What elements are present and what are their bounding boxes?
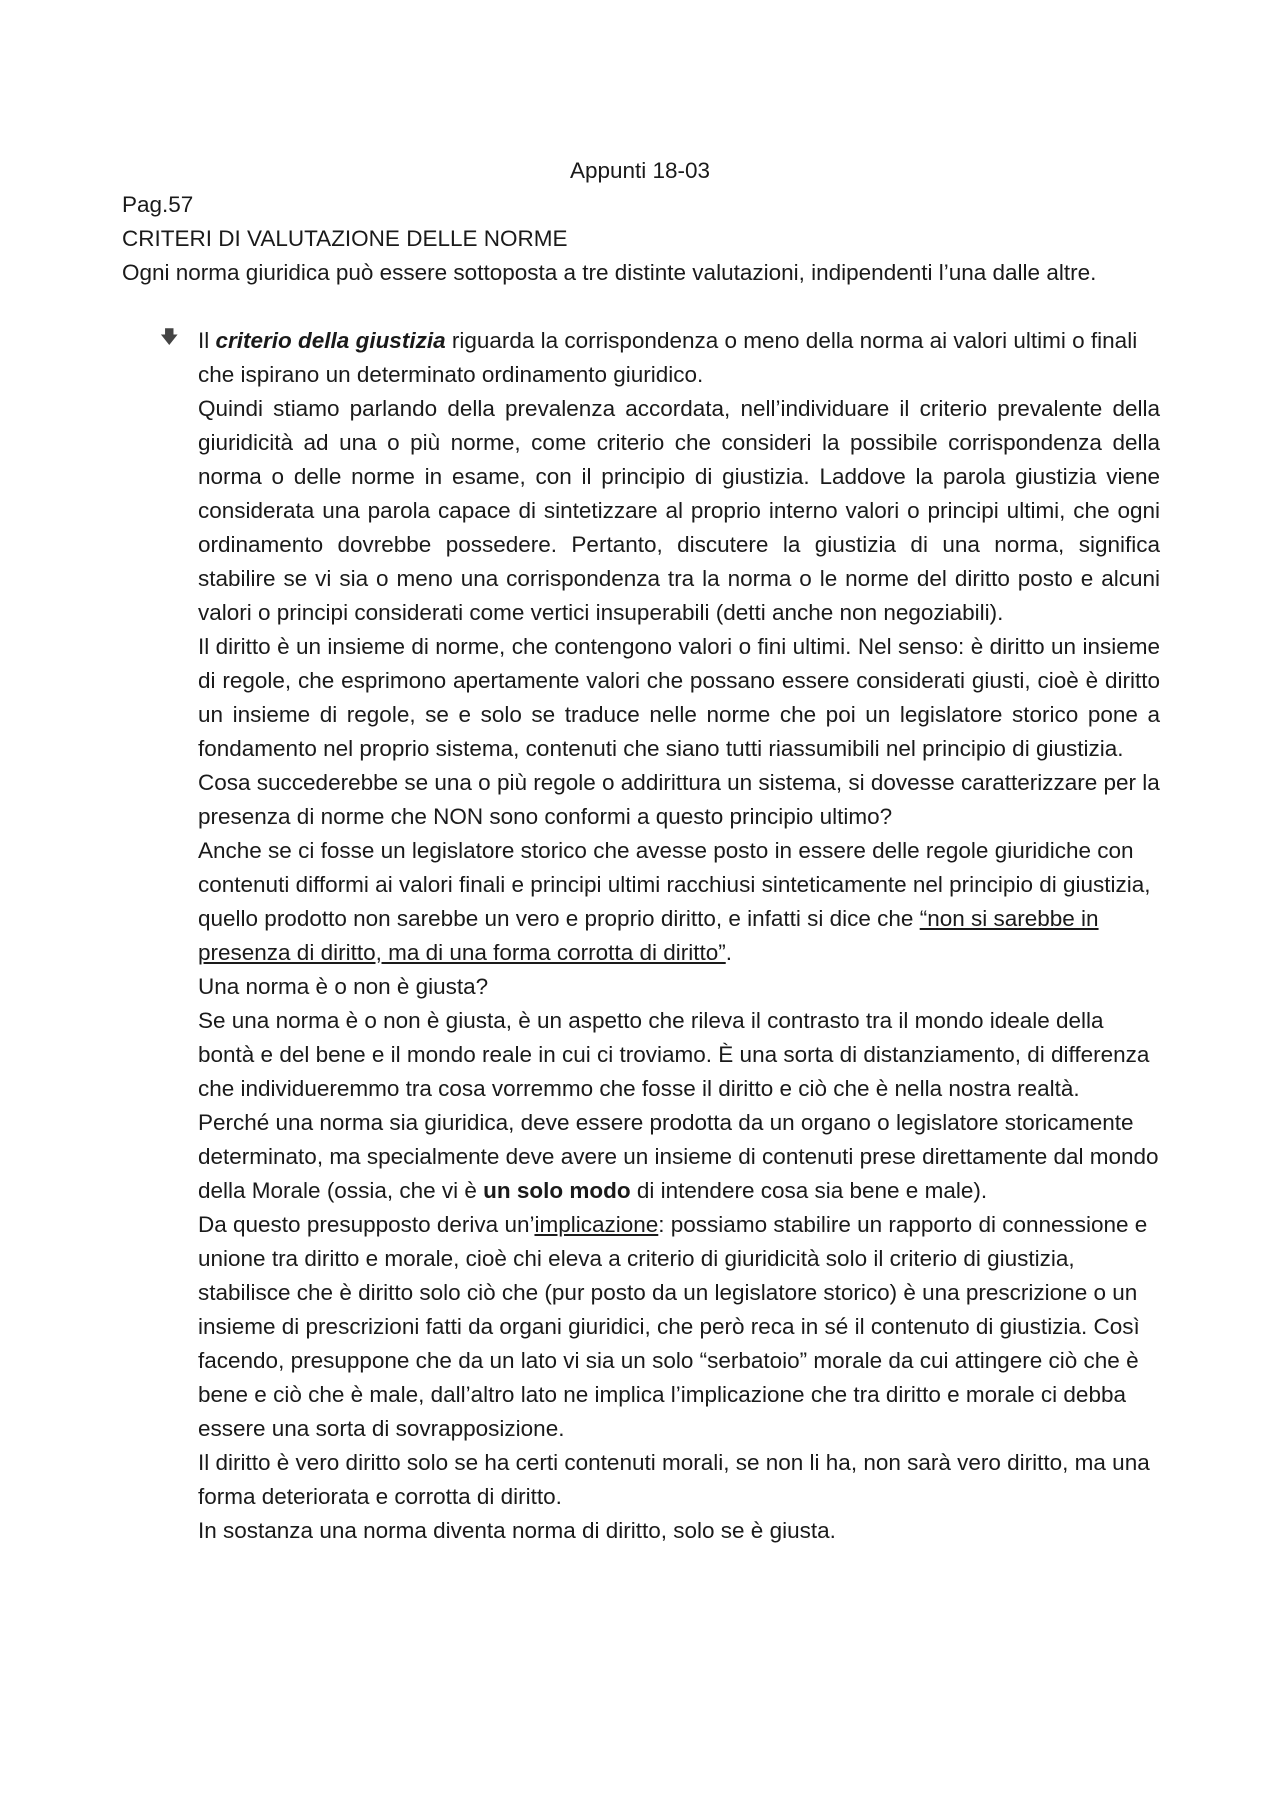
morale-after: di intendere cosa sia bene e male). — [630, 1178, 988, 1203]
document-title: Appunti 18-03 — [569, 158, 711, 183]
impl-before: Da questo presupposto deriva un’ — [198, 1212, 535, 1237]
paragraph-mondo-ideale: Se una norma è o non è giusta, è un aspetto che rileva il contrasto tra il mondo ideale della bontà e del bene e il mondo reale in cui ci troviamo. È una sorta di distanziamento, di differenza che individueremmo tra cosa vorremmo che fosse il diritto e ciò che è nella nostra realtà. — [198, 1008, 1150, 1101]
bullet-lead-before: Il — [198, 328, 216, 353]
page-reference: Pag.57 — [122, 192, 194, 217]
paragraph-domanda-sistema: Cosa succederebbe se una o più regole o addirittura un sistema, si dovesse caratterizzare per la presenza di norme che NON sono conformi a questo principio ultimo? — [198, 770, 1160, 829]
impl-underlined: implicazione — [534, 1212, 659, 1237]
arrow-down-bullet-icon: 🡇 — [160, 327, 179, 348]
intro-paragraph: Ogni norma giuridica può essere sottoposta a tre distinte valutazioni, indipendenti l’una dalle altre. — [122, 260, 1097, 285]
corrotta-quote: “non si sarebbe in presenza di diritto, ma di una forma corrotta di diritto” — [198, 906, 1099, 965]
paragraph-implicazione — [198, 1208, 1160, 1446]
paragraph-conclusione: In sostanza una norma diventa norma di diritto, solo se è giusta. — [198, 1518, 836, 1543]
corrotta-text: Anche se ci fosse un legislatore storico che avesse posto in essere delle regole giuridiche con contenuti difformi ai valori finali e principi ultimi racchiusi sinteticamente nel principio di giustizia, quello prodotto non sarebbe un vero e proprio diritto, e infatti si dice che — [198, 838, 1151, 931]
question-line: Una norma è o non è giusta? — [198, 974, 489, 999]
paragraph-vero-diritto: Il diritto è vero diritto solo se ha certi contenuti morali, se non li ha, non sarà vero diritto, ma una forma deteriorata e corrotta di diritto. — [198, 1450, 1150, 1509]
paragraph-forma-corrotta — [198, 834, 1160, 970]
corrotta-end: . — [725, 940, 732, 965]
morale-bold: un solo modo — [483, 1178, 631, 1203]
bullet-lead-emphasis: criterio della giustizia — [215, 328, 446, 353]
paragraph-prevalenza: Quindi stiamo parlando della prevalenza accordata, nell’individuare il criterio prevalente della giuridicità ad una o più norme, come criterio che consideri la possibile corrispondenza della norma o delle norme in esame, con il principio di giustizia. Laddove la parola giustizia viene considerata una parola capace di sintetizzare al proprio interno valori o principi ultimi, che ogni ordinamento dovrebbe possedere. Pertanto, discutere la giustizia di una norma, significa stabilire se vi sia o meno una corrispondenza tra la norma o le norme del diritto posto e alcuni valori o principi considerati come vertici insuperabili (detti anche non negoziabili). — [198, 396, 1160, 625]
paragraph-morale — [198, 1106, 1160, 1208]
morale-before: Perché una norma sia giuridica, deve essere prodotta da un organo o legislatore storicamente determinato, ma specialmente deve avere un insieme di contenuti prese direttamente dal mondo della Morale (ossia, che vi è — [198, 1110, 1159, 1203]
impl-after: : possiamo stabilire un rapporto di connessione e unione tra diritto e morale, cioè chi eleva a criterio di giuridicità solo il criterio di giustizia, stabilisce che è diritto solo ciò che (pur posto da un legislatore storico) è una prescrizione o un insieme di prescrizioni fatti da organi giuridici, che però reca in sé il contenuto di giustizia. Così facendo, presuppone che da un lato vi sia un solo “serbatoio” morale da cui attingere ciò che è bene e ciò che è male, dall’altro lato ne implica l’implicazione che tra diritto e morale ci debba essere una sorta di sovrapposizione. — [198, 1212, 1148, 1441]
bullet-lead-after: riguarda la corrispondenza o meno della norma ai valori ultimi o finali che ispirano un determinato ordinamento giuridico. — [198, 328, 1138, 387]
section-heading: CRITERI DI VALUTAZIONE DELLE NORME — [122, 226, 568, 251]
bullet-content — [198, 324, 1160, 1548]
bullet-lead-paragraph — [198, 324, 1160, 392]
paragraph-insieme-norme: Il diritto è un insieme di norme, che contengono valori o fini ultimi. Nel senso: è diritto un insieme di regole, che esprimono apertamente valori che possano essere considerati giusti, cioè è diritto un insieme di regole, se e solo se traduce nelle norme che poi un legislatore storico pone a fondamento nel proprio sistema, contenuti che siano tutti riassumibili nel principio di giustizia. — [198, 634, 1160, 761]
